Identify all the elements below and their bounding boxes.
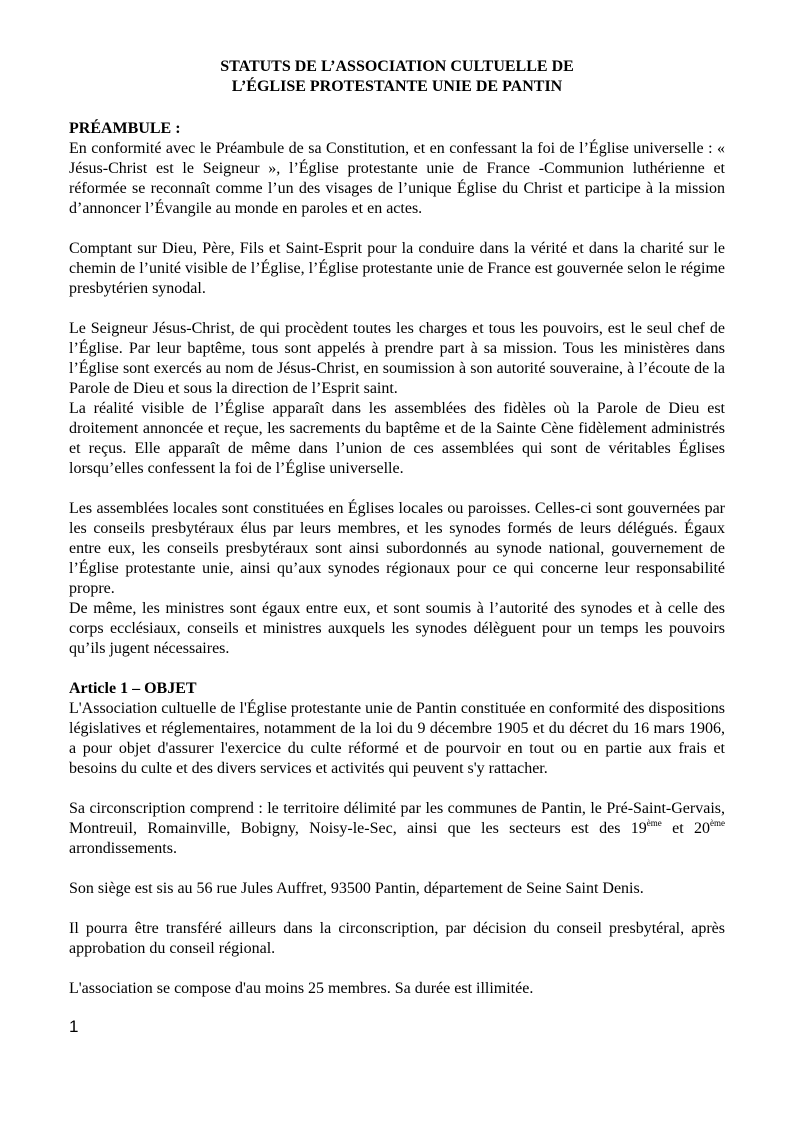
preamble-paragraph-6: De même, les ministres sont égaux entre eux, et sont soumis à l’autorité des synodes et à celle des corps ecclésiaux, conseils et ministres auxquels les synodes délèguent pour un temps les pouvoirs qu’ils jugent nécessaires. <box>69 600 725 657</box>
article-1-paragraph-2 <box>69 799 725 859</box>
article-1-section <box>69 679 725 999</box>
preamble-section <box>69 119 725 659</box>
circonscription-text-2: et 20 <box>661 820 710 837</box>
preamble-paragraph-3: Le Seigneur Jésus-Christ, de qui procèdent toutes les charges et tous les pouvoirs, est le seul chef de l’Église. Par leur baptême, tous sont appelés à prendre part à sa mission. Tous les ministères dans l’Église sont exercés au nom de Jésus-Christ, en soumission à son autorité souveraine, à l’écoute de la Parole de Dieu et sous la direction de l’Esprit saint. <box>69 320 725 397</box>
superscript-eme-2: ème <box>710 818 725 828</box>
page-number: 1 <box>69 1017 79 1036</box>
article-1-heading: Article 1 – OBJET <box>69 680 197 697</box>
preamble-paragraph-1: En conformité avec le Préambule de sa Constitution, et en confessant la foi de l’Église universelle : « Jésus-Christ est le Seigneur », l’Église protestante unie de France -Communion luthérienne et réformée se reconnaît comme l’un des visages de l’unique Église du Christ et participe à la mission d’annoncer l’Évangile au monde en paroles et en actes. <box>69 140 725 217</box>
article-1-paragraph-3: Son siège est sis au 56 rue Jules Auffret, 93500 Pantin, département de Seine Saint Denis. <box>69 880 644 897</box>
title-line-1: STATUTS DE L’ASSOCIATION CULTUELLE DE <box>220 58 574 75</box>
superscript-eme-1: ème <box>646 818 662 828</box>
article-1-paragraph-4: Il pourra être transféré ailleurs dans la circonscription, par décision du conseil presbytéral, après approbation du conseil régional. <box>69 920 725 957</box>
document-title <box>69 57 725 97</box>
preamble-heading: PRÉAMBULE : <box>69 120 181 137</box>
circonscription-text-3: arrondissements. <box>69 840 177 857</box>
article-1-paragraph-1: L'Association cultuelle de l'Église protestante unie de Pantin constituée en conformité des dispositions législatives et réglementaires, notamment de la loi du 9 décembre 1905 et du décret du 16 mars 1906, a pour objet d'assurer l'exercice du culte réformé et de pourvoir en tout ou en partie aux frais et besoins du culte et des divers services et activités qui peuvent s'y rattacher. <box>69 700 725 777</box>
circonscription-text-1: Sa circonscription comprend : le territoire délimité par les communes de Pantin, le Pré-Saint-Gervais, Montreuil, Romainville, Bobigny, Noisy-le-Sec, ainsi que les secteurs est des 19 <box>69 800 725 837</box>
preamble-paragraph-4: La réalité visible de l’Église apparaît dans les assemblées des fidèles où la Parole de Dieu est droitement annoncée et reçue, les sacrements du baptême et de la Sainte Cène fidèlement administrés et reçus. Elle apparaît de même dans l’union de ces assemblées qui sont de véritables Églises lorsqu’elles confessent la foi de l’Église universelle. <box>69 400 725 477</box>
article-1-paragraph-5: L'association se compose d'au moins 25 membres. Sa durée est illimitée. <box>69 980 534 997</box>
preamble-paragraph-2: Comptant sur Dieu, Père, Fils et Saint-Esprit pour la conduire dans la vérité et dans la charité sur le chemin de l’unité visible de l’Église, l’Église protestante unie de France est gouvernée selon le régime presbytérien synodal. <box>69 240 725 297</box>
title-line-2: L’ÉGLISE PROTESTANTE UNIE DE PANTIN <box>231 78 563 95</box>
preamble-paragraph-5: Les assemblées locales sont constituées en Églises locales ou paroisses. Celles-ci sont gouvernées par les conseils presbytéraux élus par leurs membres, et les synodes formés de leurs délégués. Égaux entre eux, les conseils presbytéraux sont ainsi subordonnés au synode national, gouvernement de l’Église protestante unie, ainsi qu’aux synodes régionaux pour ce qui concerne leur responsabilité propre. <box>69 500 725 597</box>
